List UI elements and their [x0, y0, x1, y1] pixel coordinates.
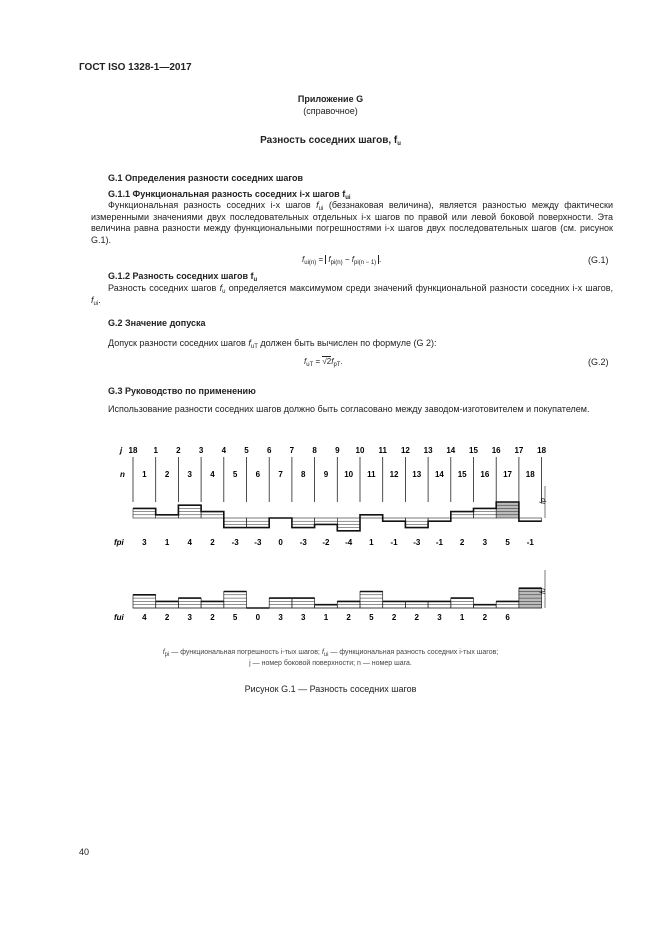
figure-g1 — [0, 440, 661, 670]
fpi-value: 5 — [505, 538, 510, 547]
fpi-bar — [247, 518, 270, 528]
figure-legend-line1: $f_{pi}$ — функциональная погрешность i-тых шагов; $f_{ui}$ — функциональная разность соседних i-тых шагов; — [162, 649, 499, 658]
j-label: 10 — [355, 446, 365, 455]
annex-title: Приложение G — [297, 94, 364, 104]
fui-value: 4 — [142, 613, 147, 622]
eq1-b: pi(n − 1) — [353, 260, 377, 266]
fpi-value: -3 — [299, 538, 307, 547]
legend-fui-sub: ui — [323, 652, 329, 658]
section-title-text: Разность соседних шагов, f — [260, 135, 398, 146]
row-label-j: j — [120, 446, 123, 455]
fpi-value: -3 — [231, 538, 239, 547]
fpi-value: 2 — [210, 538, 215, 547]
figure-legend-line2: j — номер боковой поверхности; n — номер шага. — [249, 660, 412, 667]
n-label: 12 — [389, 470, 399, 479]
n-label: 14 — [434, 470, 444, 479]
legend-text-b: — функциональная разность соседних i-тых шагов; — [328, 649, 499, 656]
heading-g11-text: G.1.1 Функциональная разность соседних i-х шагов f — [108, 189, 346, 199]
n-label: 16 — [480, 470, 490, 479]
j-label: 9 — [335, 446, 340, 455]
g3-paragraph: Использование разности соседних шагов должно быть согласовано между заводом-изготовителем и покупателем. — [108, 404, 590, 414]
fpi-value: 1 — [369, 538, 374, 547]
fpi-value: 1 — [164, 538, 170, 547]
fui-value: 2 — [346, 613, 351, 622]
j-label: 12 — [400, 446, 410, 455]
n-label: 13 — [412, 470, 422, 479]
j-label: 13 — [423, 446, 433, 455]
fpi-value: 2 — [459, 538, 465, 547]
j-label: 5 — [244, 446, 249, 455]
j-label: 11 — [378, 446, 387, 455]
g12-paragraph: Разность соседних шагов $f_u$ определяется максимумом среди значений функциональной разности соседних i-х шагов, $f_{ui}$. — [91, 283, 613, 307]
j-label: 6 — [266, 446, 272, 455]
n-label: 1 — [142, 470, 147, 479]
section-title — [0, 135, 661, 146]
fui-bar — [292, 598, 315, 608]
fui-value: 3 — [437, 613, 442, 622]
fpi-value: -2 — [322, 538, 330, 547]
j-label: 17 — [514, 446, 524, 455]
heading-g1: G.1 Определения разности соседних шагов — [108, 173, 304, 183]
fpi-value: 4 — [187, 538, 192, 547]
fui-value: 2 — [210, 613, 215, 622]
fpi-bar — [405, 518, 428, 528]
heading-g3: G.3 Руководство по применению — [108, 386, 256, 396]
fui-value: 5 — [369, 613, 374, 622]
fpi-bar — [224, 518, 247, 528]
fui-bar — [451, 598, 474, 608]
fui-value: 0 — [255, 613, 261, 622]
n-label: 3 — [187, 470, 192, 479]
section-title-sub: u — [397, 141, 401, 147]
j-label: 3 — [198, 446, 204, 455]
fui-value: 1 — [459, 613, 465, 622]
j-label: 18 — [537, 446, 547, 455]
eq2-rhs: pT — [333, 362, 341, 368]
fui-value: 3 — [187, 613, 192, 622]
fpi-value: -1 — [435, 538, 444, 547]
page-number: 40 — [79, 847, 90, 857]
g12-text-b: определяется максимумом среди значений функциональной разности соседних i-х шагов, — [225, 283, 613, 293]
eq1-a: pi(n) — [330, 260, 343, 266]
fpi-value: 3 — [482, 538, 488, 547]
fui-value: 2 — [414, 613, 419, 622]
j-label: 15 — [469, 446, 478, 455]
j-label: 8 — [312, 446, 317, 455]
fui-value: 5 — [232, 613, 238, 622]
n-label: 9 — [323, 470, 329, 479]
g11-fsub: ui — [318, 206, 324, 212]
heading-g11-sub: ui — [345, 195, 351, 201]
n-label: 7 — [278, 470, 283, 479]
fpi-value: -1 — [390, 538, 398, 547]
j-label: 18 — [128, 446, 138, 455]
g11-paragraph — [91, 200, 613, 246]
n-label: 17 — [503, 470, 513, 479]
equation-g2-number: (G.2) — [588, 357, 609, 367]
g12-text-c: . — [98, 294, 101, 305]
fui-value: 2 — [391, 613, 397, 622]
fui-value: 6 — [505, 613, 510, 622]
n-label: 2 — [164, 470, 170, 479]
j-label: 16 — [491, 446, 501, 455]
heading-g12-text: G.1.2 Разность соседних шагов f — [108, 271, 254, 281]
g2-text-a: Допуск разности соседних шагов — [108, 338, 249, 348]
n-label: 15 — [457, 470, 467, 479]
j-label: 4 — [221, 446, 227, 455]
legend-fpi-sub: pi — [164, 652, 170, 658]
annex-subtitle: (справочное) — [303, 106, 358, 116]
fui-bar — [269, 598, 292, 608]
fui-bar — [360, 592, 383, 609]
fpi-value: -3 — [254, 538, 262, 547]
g2-text-fsub: uT — [250, 344, 258, 350]
fp-label: fp — [540, 498, 547, 504]
heading-g2: G.2 Значение допуска — [108, 318, 206, 328]
row-label-fpi: fpi — [114, 538, 124, 547]
g11-f: f — [316, 200, 319, 210]
document-header: ГОСТ ISO 1328-1—2017 — [79, 62, 192, 73]
legend-text-a: — функциональная погрешность i-тых шагов; — [169, 649, 322, 656]
fpi-bar — [133, 508, 156, 518]
fui-value: 3 — [278, 613, 283, 622]
fpi-value: -4 — [345, 538, 353, 547]
fu-label: fu — [540, 588, 547, 594]
fpi-value: -3 — [413, 538, 421, 547]
row-label-fui: fui — [114, 613, 124, 622]
g12-fsub2: ui — [93, 300, 99, 307]
equation-g1: $f_{ui(n)} = f_{pi(n)} - f_{pi(n - 1)}$ . — [302, 255, 382, 266]
j-label: 7 — [289, 446, 295, 455]
j-label: 2 — [176, 446, 181, 455]
equation-g1-number: (G.1) — [588, 255, 609, 265]
eq1-lhs: ui(n) — [304, 260, 317, 266]
fpi-step-line — [133, 502, 542, 531]
n-label: 11 — [367, 470, 376, 479]
g12-fsub: u — [222, 289, 226, 295]
g11-text-b: (беззнаковая величина), является разностью между фактически измеренными значениями двух последовательных отдельных i-х шагов по правой или левой боковой поверхности. Эта величина равна разности между функциональными погрешностями i-х шагов двух последовательных шагов (см. рисунок G.1). — [91, 200, 613, 245]
n-label: 5 — [232, 470, 238, 479]
g12-text-a: Разность соседних шагов — [108, 283, 220, 293]
n-label: 6 — [255, 470, 261, 479]
j-label: 1 — [153, 446, 158, 455]
heading-g11 — [108, 188, 351, 200]
fui-value: 2 — [164, 613, 170, 622]
heading-g12-sub: u — [253, 277, 258, 283]
fui-value: 1 — [323, 613, 329, 622]
n-label: 4 — [210, 470, 215, 479]
fpi-bar — [474, 508, 497, 518]
figure-caption: Рисунок G.1 — Разность соседних шагов — [244, 684, 417, 694]
fpi-bar — [496, 502, 519, 518]
fui-bar — [178, 598, 201, 608]
g2-text-b: должен быть вычислен по формуле (G 2): — [257, 338, 437, 348]
g2-paragraph: Допуск разности соседних шагов $f_{uT}$ должен быть вычислен по формуле (G 2): — [108, 338, 437, 350]
fpi-value: -1 — [526, 538, 534, 547]
fui-value: 3 — [301, 613, 306, 622]
heading-g12 — [108, 270, 257, 282]
n-label: 18 — [525, 470, 535, 479]
n-label: 10 — [344, 470, 354, 479]
equation-g2: $f_{uT} = √2f_{pT}$. — [304, 357, 343, 368]
n-label: 8 — [301, 470, 306, 479]
fpi-bar — [292, 518, 315, 528]
j-label: 14 — [446, 446, 456, 455]
fui-value: 2 — [482, 613, 488, 622]
fpi-value: 3 — [142, 538, 147, 547]
fui-bar — [224, 592, 247, 609]
g11-text-a: Функциональная разность соседних i-х шагов — [108, 200, 317, 210]
row-label-n: n — [120, 470, 125, 479]
fpi-value: 0 — [278, 538, 283, 547]
eq2-lhs: uT — [306, 362, 314, 368]
